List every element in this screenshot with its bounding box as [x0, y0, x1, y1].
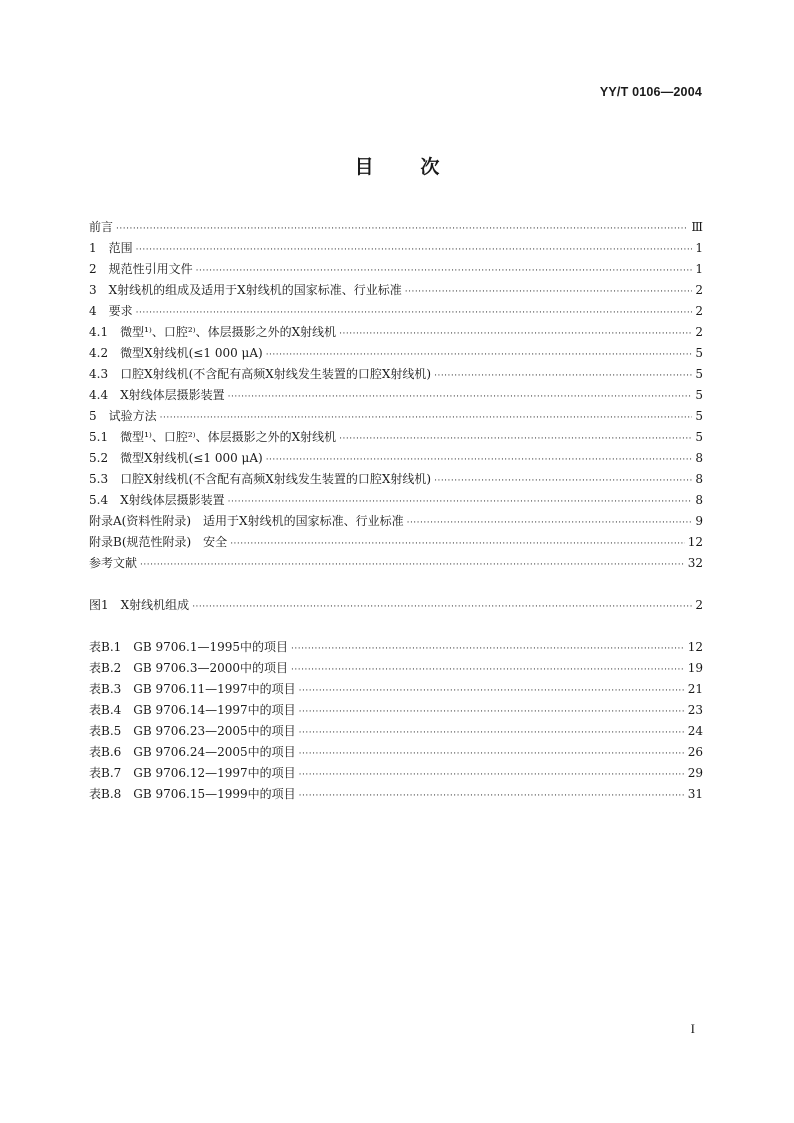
toc-entry-page: 32	[687, 556, 703, 570]
toc-main-list	[89, 217, 703, 574]
toc-entry-label: 5 试验方法	[89, 409, 157, 423]
toc-entry-page: 5	[695, 409, 703, 423]
toc-entry[interactable]	[89, 217, 703, 238]
toc-entry[interactable]	[89, 595, 703, 616]
toc-entry-label: 5.4 X射线体层摄影装置	[89, 493, 225, 507]
toc-entry-page: Ⅲ	[691, 220, 703, 234]
toc-entry-page: 5	[695, 346, 703, 360]
toc-leader-dots	[266, 450, 692, 471]
page-title	[0, 152, 794, 179]
toc-entry-page: 21	[687, 682, 703, 696]
standard-number: YY/T 0106—2004	[599, 85, 702, 99]
toc-leader-dots	[299, 681, 685, 702]
toc-entry[interactable]	[89, 448, 703, 469]
toc-leader-dots	[230, 534, 685, 555]
toc-entry[interactable]	[89, 532, 703, 553]
toc-entry[interactable]	[89, 259, 703, 280]
toc-leader-dots	[291, 660, 685, 681]
toc-entry-page: 26	[687, 745, 703, 759]
toc-entry[interactable]	[89, 406, 703, 427]
toc-leader-dots	[434, 471, 692, 492]
toc-leader-dots	[405, 282, 692, 303]
toc-entry[interactable]	[89, 679, 703, 700]
toc-entry-label: 表B.3 GB 9706.11—1997中的项目	[89, 682, 296, 696]
toc-leader-dots	[291, 639, 685, 660]
toc-entry-page: 19	[687, 661, 703, 675]
toc-entry-label: 表B.1 GB 9706.1—1995中的项目	[89, 640, 289, 654]
toc-leader-dots	[299, 744, 685, 765]
toc-entry-page: 12	[687, 535, 703, 549]
toc-entry[interactable]	[89, 427, 703, 448]
toc-entry-label: 5.2 微型X射线机(≤1 000 μA)	[89, 451, 263, 465]
toc-leader-dots	[266, 345, 692, 366]
toc-entry-label: 图1 X射线机组成	[89, 598, 190, 612]
toc-entry-label: 4.3 口腔X射线机(不含配有高频X射线发生装置的口腔X射线机)	[89, 367, 432, 381]
toc-leader-dots	[299, 723, 685, 744]
toc-leader-dots	[192, 597, 692, 618]
toc-entry[interactable]	[89, 553, 703, 574]
toc-entry[interactable]	[89, 238, 703, 259]
toc-entry[interactable]	[89, 490, 703, 511]
toc-entry[interactable]	[89, 742, 703, 763]
toc-entry-page: 23	[687, 703, 703, 717]
toc-entry[interactable]	[89, 322, 703, 343]
toc-entry-page: 8	[695, 451, 703, 465]
toc-leader-dots	[339, 324, 692, 345]
toc-entry-label: 表B.5 GB 9706.23—2005中的项目	[89, 724, 296, 738]
toc-entry-page: 24	[687, 724, 703, 738]
toc-entry[interactable]	[89, 301, 703, 322]
toc-entry[interactable]	[89, 280, 703, 301]
toc-figures-list	[89, 595, 703, 616]
toc-entry-page: 12	[687, 640, 703, 654]
toc-entry[interactable]	[89, 700, 703, 721]
toc-entry-page: 31	[687, 787, 703, 801]
toc-entry-label: 表B.2 GB 9706.3—2000中的项目	[89, 661, 289, 675]
toc-entry[interactable]	[89, 385, 703, 406]
toc-leader-dots	[140, 555, 685, 576]
page-title-part1: 目	[354, 156, 374, 178]
toc-entry-page: 9	[695, 514, 703, 528]
toc-entry[interactable]	[89, 763, 703, 784]
toc-leader-dots	[434, 366, 692, 387]
toc-entry-page: 5	[695, 367, 703, 381]
toc-entry-label: 前言	[89, 220, 114, 234]
page-title-part2: 次	[420, 156, 440, 178]
toc-entry-page: 8	[695, 493, 703, 507]
toc-leader-dots	[407, 513, 692, 534]
toc-entry-label: 附录A(资料性附录) 适用于X射线机的国家标准、行业标准	[89, 514, 404, 528]
toc-tables-list	[89, 637, 703, 805]
toc-entry[interactable]	[89, 721, 703, 742]
toc-leader-dots	[116, 219, 688, 240]
toc-entry-page: 2	[695, 283, 703, 297]
toc-entry[interactable]	[89, 343, 703, 364]
toc-entry-label: 4 要求	[89, 304, 133, 318]
toc-entry-label: 4.2 微型X射线机(≤1 000 μA)	[89, 346, 263, 360]
toc-entry-label: 5.1 微型¹⁾、口腔²⁾、体层摄影之外的X射线机	[89, 430, 337, 444]
toc-leader-dots	[299, 765, 685, 786]
toc-entry-label: 4.4 X射线体层摄影装置	[89, 388, 225, 402]
toc-entry[interactable]	[89, 784, 703, 805]
toc-entry-label: 4.1 微型¹⁾、口腔²⁾、体层摄影之外的X射线机	[89, 325, 337, 339]
toc-leader-dots	[339, 429, 692, 450]
toc-entry-label: 1 范围	[89, 241, 133, 255]
toc-entry[interactable]	[89, 511, 703, 532]
toc-entry-label: 表B.7 GB 9706.12—1997中的项目	[89, 766, 296, 780]
toc-entry-page: 2	[695, 304, 703, 318]
toc-entry-page: 2	[695, 598, 703, 612]
toc-leader-dots	[299, 786, 685, 807]
toc-entry-page: 29	[687, 766, 703, 780]
toc-entry-label: 5.3 口腔X射线机(不含配有高频X射线发生装置的口腔X射线机)	[89, 472, 432, 486]
toc-leader-dots	[228, 492, 692, 513]
toc-entry[interactable]	[89, 637, 703, 658]
toc-entry-page: 1	[695, 262, 703, 276]
toc-entry-label: 3 X射线机的组成及适用于X射线机的国家标准、行业标准	[89, 283, 402, 297]
toc-entry-label: 附录B(规范性附录) 安全	[89, 535, 228, 549]
toc-entry-page: 1	[695, 241, 703, 255]
toc-entry-label: 表B.8 GB 9706.15—1999中的项目	[89, 787, 296, 801]
toc-entry-page: 5	[695, 388, 703, 402]
toc-leader-dots	[196, 261, 692, 282]
toc-entry-label: 表B.6 GB 9706.24—2005中的项目	[89, 745, 296, 759]
toc-entry-label: 参考文献	[89, 556, 138, 570]
toc-entry[interactable]	[89, 469, 703, 490]
toc-entry[interactable]	[89, 364, 703, 385]
toc-leader-dots	[136, 303, 692, 324]
toc-leader-dots	[160, 408, 692, 429]
toc-leader-dots	[299, 702, 685, 723]
toc-leader-dots	[228, 387, 692, 408]
toc-entry-page: 5	[695, 430, 703, 444]
toc-entry-page: 2	[695, 325, 703, 339]
toc-entry-label: 2 规范性引用文件	[89, 262, 193, 276]
footer-page-number: I	[690, 1021, 695, 1036]
toc-entry-page: 8	[695, 472, 703, 486]
toc-leader-dots	[136, 240, 692, 261]
toc-entry-label: 表B.4 GB 9706.14—1997中的项目	[89, 703, 296, 717]
toc-entry[interactable]	[89, 658, 703, 679]
